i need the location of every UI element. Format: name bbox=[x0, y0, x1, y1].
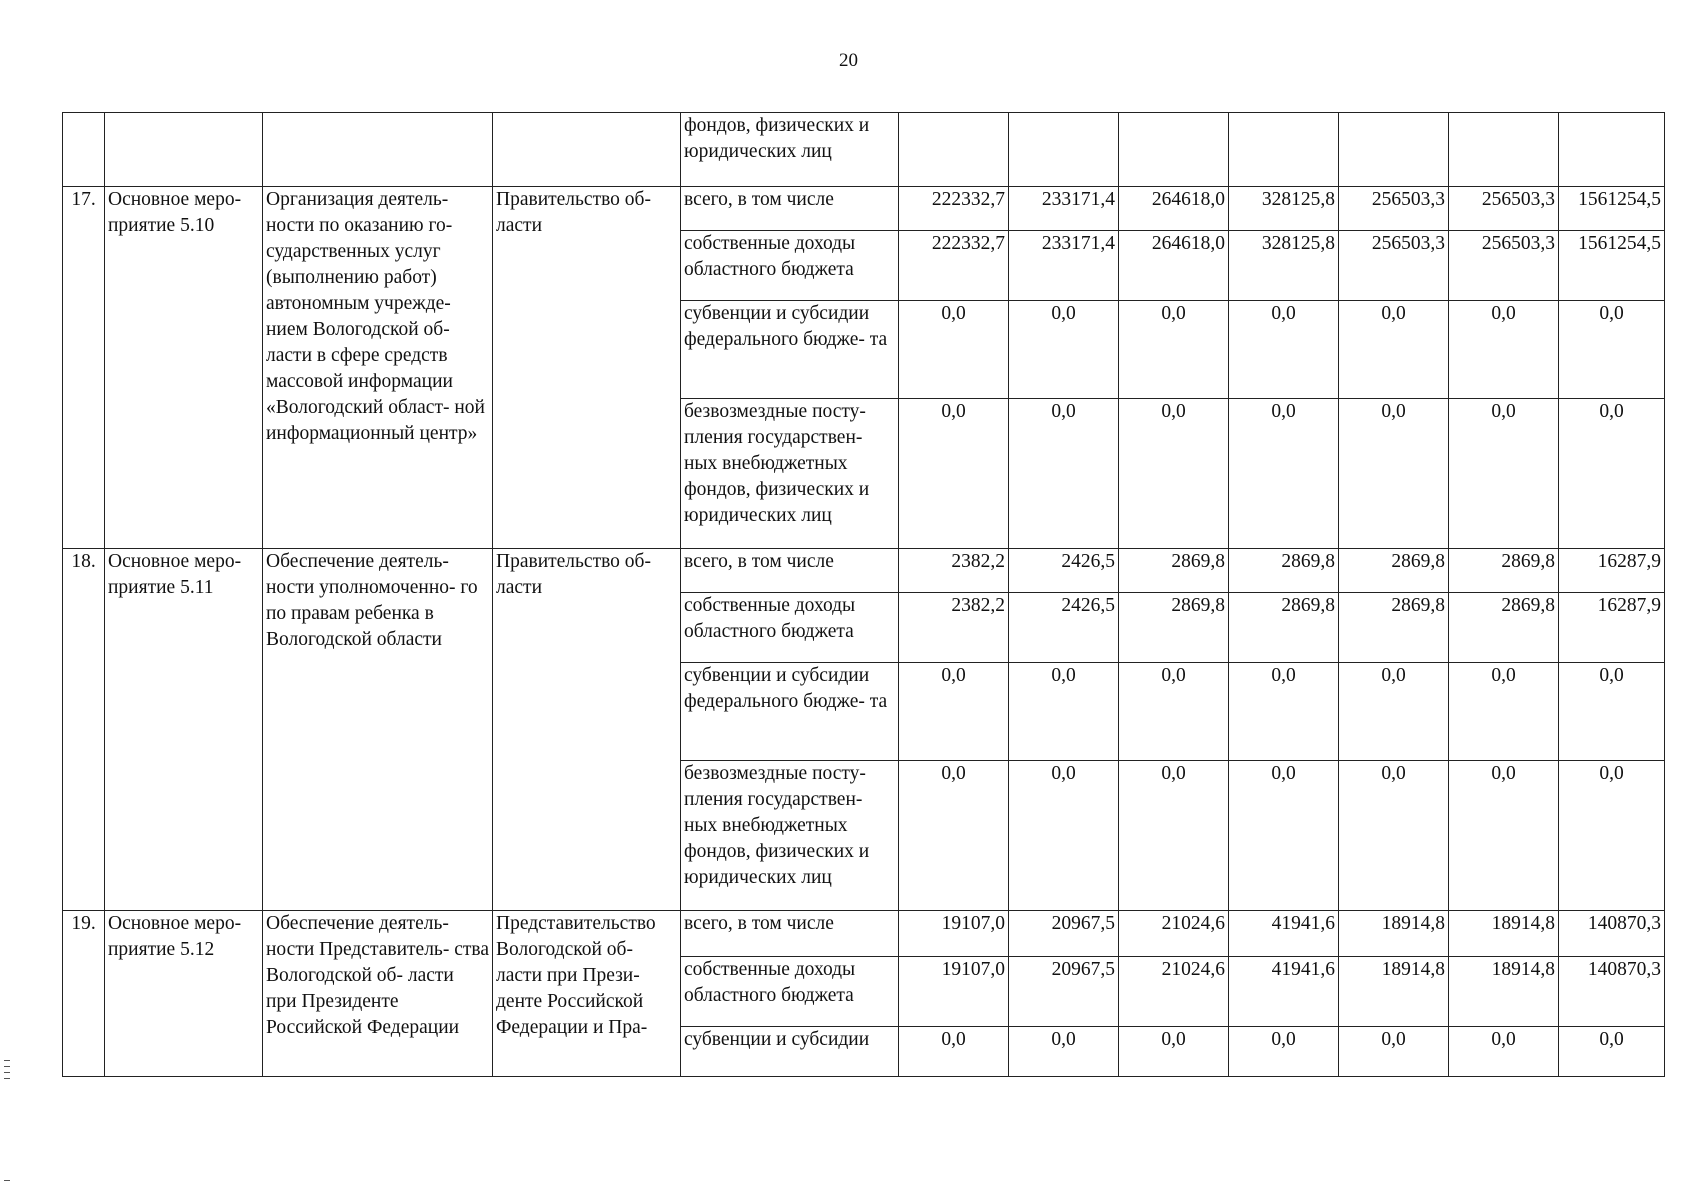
amount-cell: 2869,8 bbox=[1449, 549, 1559, 593]
amount-cell: 0,0 bbox=[1009, 663, 1119, 761]
funding-source: всего, в том числе bbox=[681, 549, 899, 593]
amount-cell: 2869,8 bbox=[1119, 593, 1229, 663]
amount-cell: 2869,8 bbox=[1339, 593, 1449, 663]
empty-cell bbox=[105, 113, 263, 187]
funding-source: собственные доходы областного бюджета bbox=[681, 593, 899, 663]
amount-cell: 1561254,5 bbox=[1559, 231, 1665, 301]
amount-cell: 0,0 bbox=[899, 761, 1009, 911]
empty-cell bbox=[493, 113, 681, 187]
activity-name: Основное меро- приятие 5.11 bbox=[105, 549, 263, 911]
amount-cell: 0,0 bbox=[1559, 399, 1665, 549]
amount-cell: 0,0 bbox=[1449, 301, 1559, 399]
activity-name: Основное меро- приятие 5.10 bbox=[105, 187, 263, 549]
amount-cell: 41941,6 bbox=[1229, 911, 1339, 957]
amount-cell: 0,0 bbox=[1119, 399, 1229, 549]
table-row bbox=[63, 911, 1665, 957]
amount-cell: 256503,3 bbox=[1449, 187, 1559, 231]
empty-cell bbox=[1229, 113, 1339, 187]
empty-cell bbox=[1449, 113, 1559, 187]
responsible-executor: Правительство об- ласти bbox=[493, 187, 681, 549]
amount-cell: 140870,3 bbox=[1559, 911, 1665, 957]
responsible-executor: Представительство Вологодской об- ласти при Прези- денте Российской Федерации и Пра- bbox=[493, 911, 681, 1077]
activity-name: Основное меро- приятие 5.12 bbox=[105, 911, 263, 1077]
amount-cell: 0,0 bbox=[1559, 301, 1665, 399]
amount-cell: 2869,8 bbox=[1119, 549, 1229, 593]
amount-cell: 18914,8 bbox=[1449, 911, 1559, 957]
row-number: 19. bbox=[63, 911, 105, 1077]
amount-cell: 20967,5 bbox=[1009, 911, 1119, 957]
amount-cell: 2382,2 bbox=[899, 549, 1009, 593]
funding-source: безвозмездные посту- пления государствен- ных внебюджетных фондов, физических и юридических лиц bbox=[681, 761, 899, 911]
amount-cell: 0,0 bbox=[1449, 399, 1559, 549]
amount-cell: 41941,6 bbox=[1229, 957, 1339, 1027]
amount-cell: 2869,8 bbox=[1339, 549, 1449, 593]
budget-table bbox=[62, 112, 1665, 1077]
amount-cell: 2869,8 bbox=[1229, 593, 1339, 663]
amount-cell: 2869,8 bbox=[1229, 549, 1339, 593]
amount-cell: 233171,4 bbox=[1009, 231, 1119, 301]
funding-source: собственные доходы областного бюджета bbox=[681, 957, 899, 1027]
amount-cell: 1561254,5 bbox=[1559, 187, 1665, 231]
amount-cell: 0,0 bbox=[1449, 663, 1559, 761]
amount-cell: 0,0 bbox=[1119, 761, 1229, 911]
amount-cell: 2869,8 bbox=[1449, 593, 1559, 663]
amount-cell: 0,0 bbox=[1009, 301, 1119, 399]
source-cell: фондов, физических и юридических лиц bbox=[681, 113, 899, 187]
amount-cell: 256503,3 bbox=[1449, 231, 1559, 301]
page-number: 20 bbox=[839, 50, 858, 71]
amount-cell: 2426,5 bbox=[1009, 549, 1119, 593]
amount-cell: 0,0 bbox=[1009, 761, 1119, 911]
amount-cell: 0,0 bbox=[1229, 301, 1339, 399]
amount-cell: 222332,7 bbox=[899, 231, 1009, 301]
funding-source: собственные доходы областного бюджета bbox=[681, 231, 899, 301]
amount-cell: 16287,9 bbox=[1559, 549, 1665, 593]
amount-cell: 0,0 bbox=[1339, 301, 1449, 399]
amount-cell: 256503,3 bbox=[1339, 187, 1449, 231]
amount-cell: 18914,8 bbox=[1339, 911, 1449, 957]
amount-cell: 18914,8 bbox=[1339, 957, 1449, 1027]
amount-cell: 0,0 bbox=[899, 1027, 1009, 1077]
empty-cell bbox=[63, 113, 105, 187]
amount-cell: 0,0 bbox=[899, 301, 1009, 399]
amount-cell: 0,0 bbox=[1229, 761, 1339, 911]
amount-cell: 0,0 bbox=[1009, 1027, 1119, 1077]
row-number: 18. bbox=[63, 549, 105, 911]
activity-description: Организация деятель- ности по оказанию го- сударственных услуг (выполнению работ) автономным учрежде- нием Вологодской об- ласти в сфере средств массовой информации «Вологодский област- ной информационный центр» bbox=[263, 187, 493, 549]
amount-cell: 0,0 bbox=[1559, 1027, 1665, 1077]
amount-cell: 256503,3 bbox=[1339, 231, 1449, 301]
empty-cell bbox=[263, 113, 493, 187]
table-row bbox=[63, 549, 1665, 593]
empty-cell bbox=[899, 113, 1009, 187]
funding-source: всего, в том числе bbox=[681, 911, 899, 957]
amount-cell: 0,0 bbox=[1339, 1027, 1449, 1077]
amount-cell: 0,0 bbox=[899, 399, 1009, 549]
amount-cell: 140870,3 bbox=[1559, 957, 1665, 1027]
amount-cell: 0,0 bbox=[1229, 1027, 1339, 1077]
responsible-executor: Правительство об- ласти bbox=[493, 549, 681, 911]
amount-cell: 0,0 bbox=[1009, 399, 1119, 549]
amount-cell: 2382,2 bbox=[899, 593, 1009, 663]
amount-cell: 2426,5 bbox=[1009, 593, 1119, 663]
amount-cell: 0,0 bbox=[1119, 301, 1229, 399]
margin-tick bbox=[4, 1180, 10, 1181]
amount-cell: 0,0 bbox=[1119, 1027, 1229, 1077]
amount-cell: 264618,0 bbox=[1119, 231, 1229, 301]
amount-cell: 233171,4 bbox=[1009, 187, 1119, 231]
empty-cell bbox=[1119, 113, 1229, 187]
amount-cell: 0,0 bbox=[1339, 663, 1449, 761]
activity-description: Обеспечение деятель- ности Представитель- ства Вологодской об- ласти при Президенте Российской Федерации bbox=[263, 911, 493, 1077]
funding-source: субвенции и субсидии федерального бюдже- та bbox=[681, 663, 899, 761]
amount-cell: 0,0 bbox=[1559, 663, 1665, 761]
empty-cell bbox=[1009, 113, 1119, 187]
amount-cell: 0,0 bbox=[1449, 1027, 1559, 1077]
activity-description: Обеспечение деятель- ности уполномоченно- го по правам ребенка в Вологодской области bbox=[263, 549, 493, 911]
amount-cell: 328125,8 bbox=[1229, 231, 1339, 301]
amount-cell: 19107,0 bbox=[899, 911, 1009, 957]
amount-cell: 0,0 bbox=[1449, 761, 1559, 911]
amount-cell: 21024,6 bbox=[1119, 911, 1229, 957]
margin-marks bbox=[4, 1060, 10, 1100]
amount-cell: 0,0 bbox=[1339, 761, 1449, 911]
amount-cell: 0,0 bbox=[899, 663, 1009, 761]
amount-cell: 21024,6 bbox=[1119, 957, 1229, 1027]
funding-source: субвенции и субсидии bbox=[681, 1027, 899, 1077]
amount-cell: 19107,0 bbox=[899, 957, 1009, 1027]
amount-cell: 264618,0 bbox=[1119, 187, 1229, 231]
amount-cell: 0,0 bbox=[1339, 399, 1449, 549]
amount-cell: 16287,9 bbox=[1559, 593, 1665, 663]
continuation-row bbox=[63, 113, 1665, 187]
row-number: 17. bbox=[63, 187, 105, 549]
amount-cell: 0,0 bbox=[1559, 761, 1665, 911]
amount-cell: 0,0 bbox=[1229, 399, 1339, 549]
funding-source: субвенции и субсидии федерального бюдже- та bbox=[681, 301, 899, 399]
amount-cell: 20967,5 bbox=[1009, 957, 1119, 1027]
table-row bbox=[63, 187, 1665, 231]
empty-cell bbox=[1559, 113, 1665, 187]
amount-cell: 0,0 bbox=[1229, 663, 1339, 761]
amount-cell: 0,0 bbox=[1119, 663, 1229, 761]
amount-cell: 328125,8 bbox=[1229, 187, 1339, 231]
funding-source: всего, в том числе bbox=[681, 187, 899, 231]
amount-cell: 18914,8 bbox=[1449, 957, 1559, 1027]
funding-source: безвозмездные посту- пления государствен- ных внебюджетных фондов, физических и юридических лиц bbox=[681, 399, 899, 549]
empty-cell bbox=[1339, 113, 1449, 187]
amount-cell: 222332,7 bbox=[899, 187, 1009, 231]
